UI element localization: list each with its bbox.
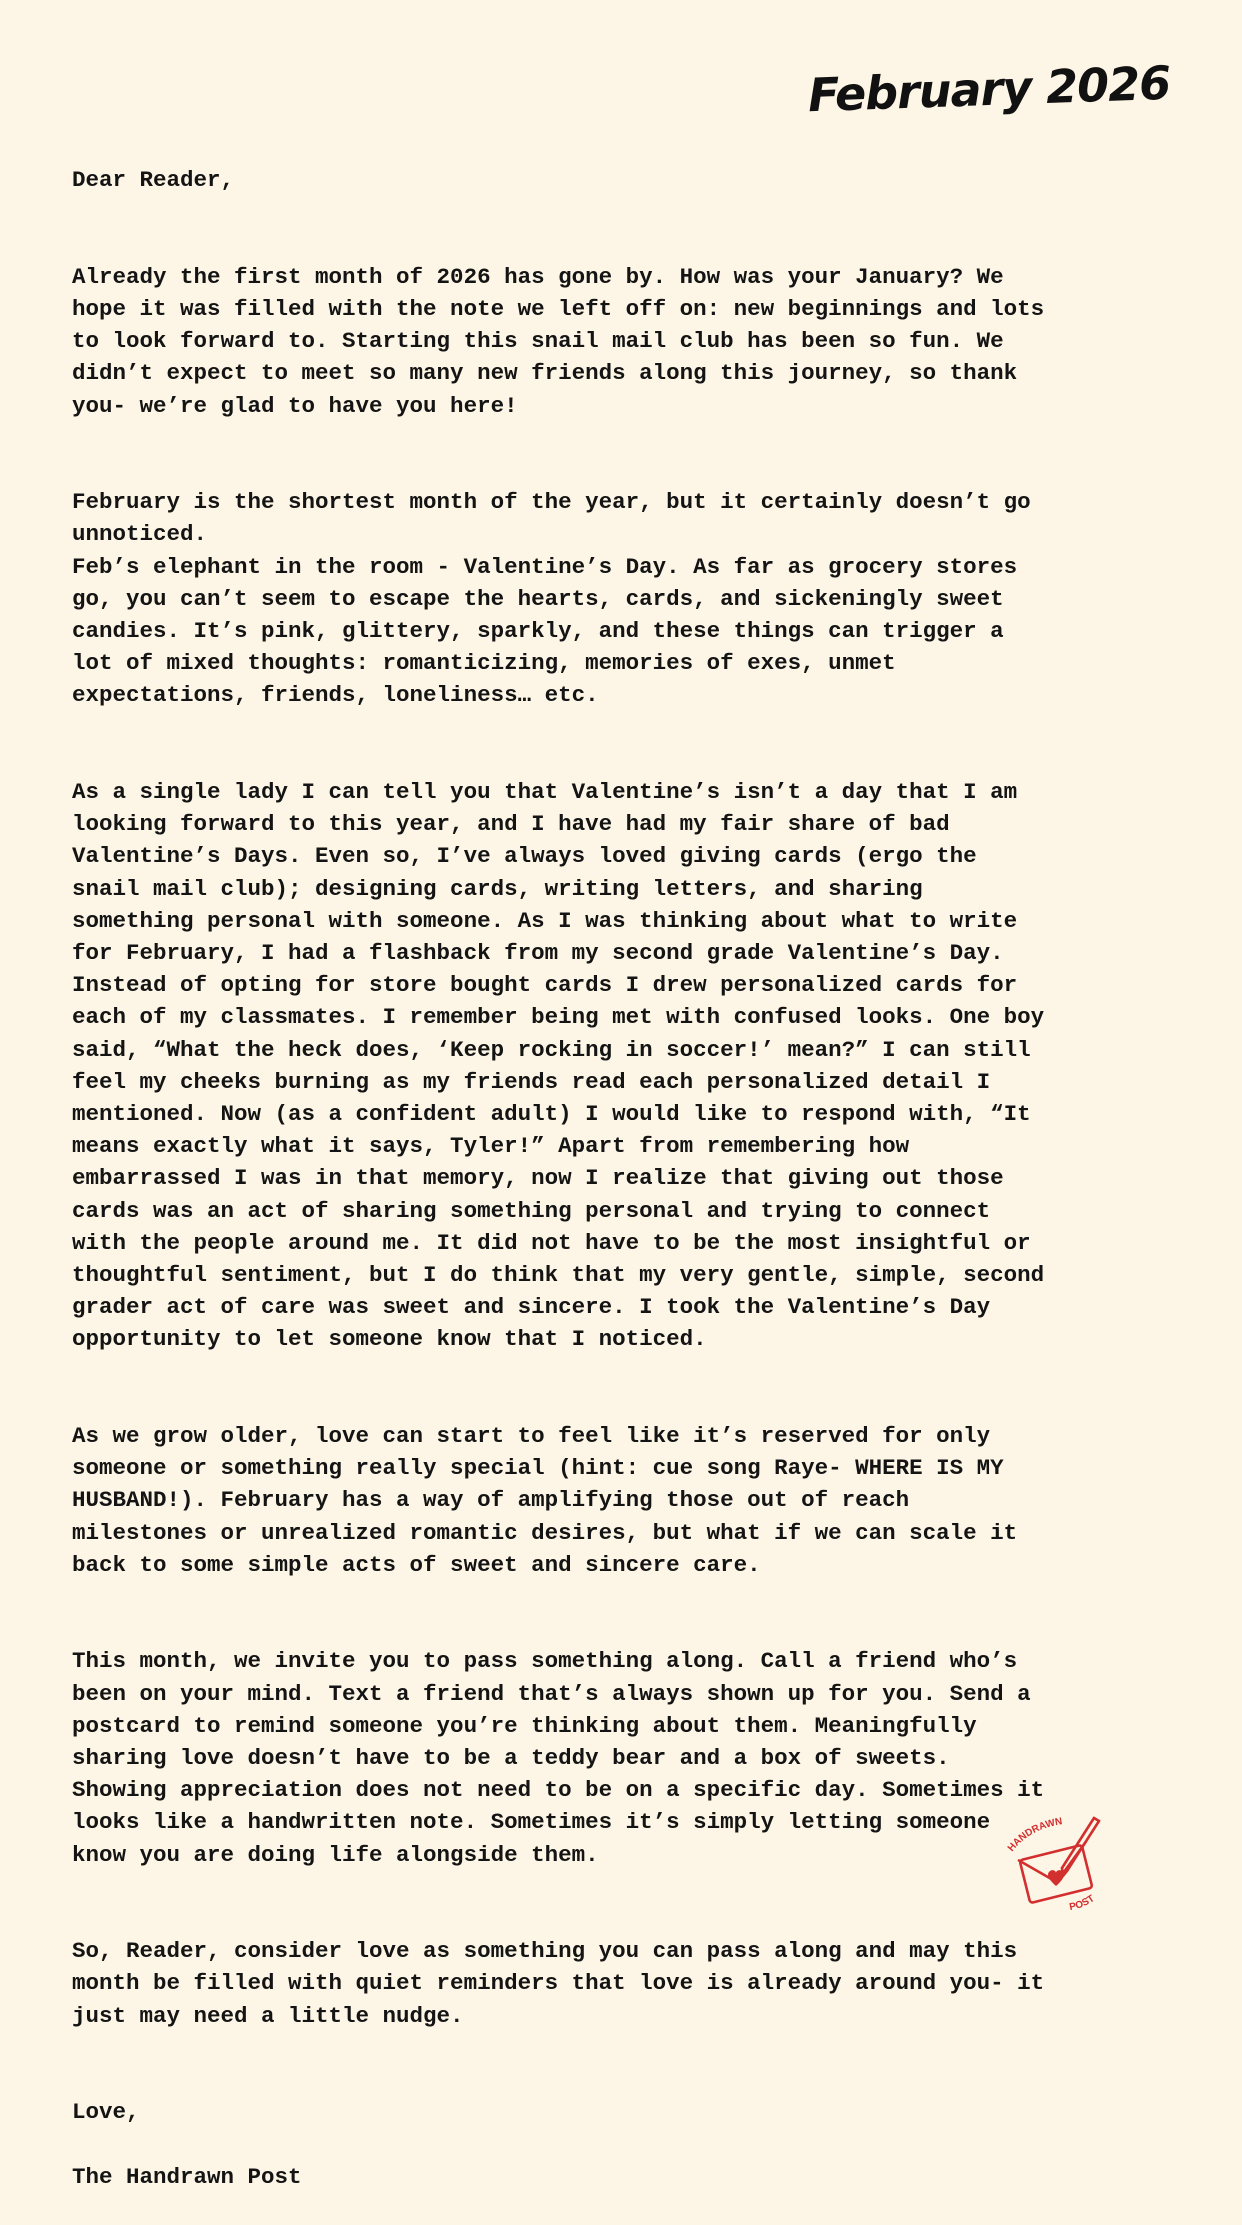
envelope-heart-pen-icon: [1000, 1800, 1120, 1920]
paragraph: February is the shortest month of the year, but it certainly doesn’t go unnoticed. Feb’s elephant in the room - Valentine’s Day. As far as grocery stores go, you can’t seem to escape the hearts, cards, and sickeningly sweet candies. It’s pink, glittery, sparkly, and these things can trigger a lot of mixed thoughts: romanticizing, memories of exes, unmet expectations, friends, loneliness… etc.: [72, 489, 1031, 709]
paragraph: As we grow older, love can start to feel like it’s reserved for only someone or something really special (hint: cue song Raye- WHERE IS MY HUSBAND!). February has a way of amplifying those out of reach milestones or unrealized romantic desires, but what if we can scale it back to some simple acts of sweet and sincere care.: [72, 1423, 1018, 1578]
signature: The Handrawn Post: [72, 2163, 302, 2190]
date-heading: February 2026: [806, 55, 1171, 123]
paragraph: As a single lady I can tell you that Valentine’s isn’t a day that I am looking forward to this year, and I have had my fair share of bad Valentine’s Days. Even so, I’ve always loved giving cards (ergo the snail mail club); designing cards, writing letters, and sharing something personal with someone. As I was thinking about what to write for February, I had a flashback from my second grade Valentine’s Day. Instead of opting for store bought cards I drew personalized cards for each of my classmates. I remember being met with confused looks. One boy said, “What the heck does, ‘Keep rocking in soccer!’ mean?” I can still feel my cheeks burning as my friends read each personalized detail I mentioned. Now (as a confident adult) I would like to respond with, “It means exactly what it says, Tyler!” Apart from remembering how embarrassed I was in that memory, now I realize that giving out those cards was an act of sharing something personal and trying to connect with the people around me. It did not have to be the most insightful or thoughtful sentiment, but I do think that my very gentle, simple, second grader act of care was sweet and sincere. I took the Valentine’s Day opportunity to let someone know that I noticed.: [72, 779, 1045, 1353]
greeting: Dear Reader,: [72, 167, 235, 194]
paragraph: Already the first month of 2026 has gone by. How was your January? We hope it was filled with the note we left off on: new beginnings and lots to look forward to. Starting this snail mail club has been so fun. We didn’t expect to meet so many new friends along this journey, so thank you- we’re glad to have you here!: [72, 263, 1045, 419]
paragraph: So, Reader, consider love as something you can pass along and may this month be filled with quiet reminders that love is already around you- it just may need a little nudge.: [72, 1938, 1045, 2029]
handrawn-post-logo: [1000, 1800, 1120, 1920]
logo-text-bottom: POST: [1068, 1893, 1097, 1914]
signoff: Love,: [72, 2099, 140, 2126]
logo-text-top: HANDRAWN: [1005, 1816, 1064, 1854]
paragraph: This month, we invite you to pass something along. Call a friend who’s been on your mind. Text a friend that’s always shown up for you. Send a postcard to remind someone you’re thinking about them. Meaningfully sharing love doesn’t have to be a teddy bear and a box of sweets. Showing appreciation does not need to be on a specific day. Sometimes it looks like a handwritten note. Sometimes it’s simply letting someone know you are doing life alongside them.: [72, 1648, 1045, 1868]
